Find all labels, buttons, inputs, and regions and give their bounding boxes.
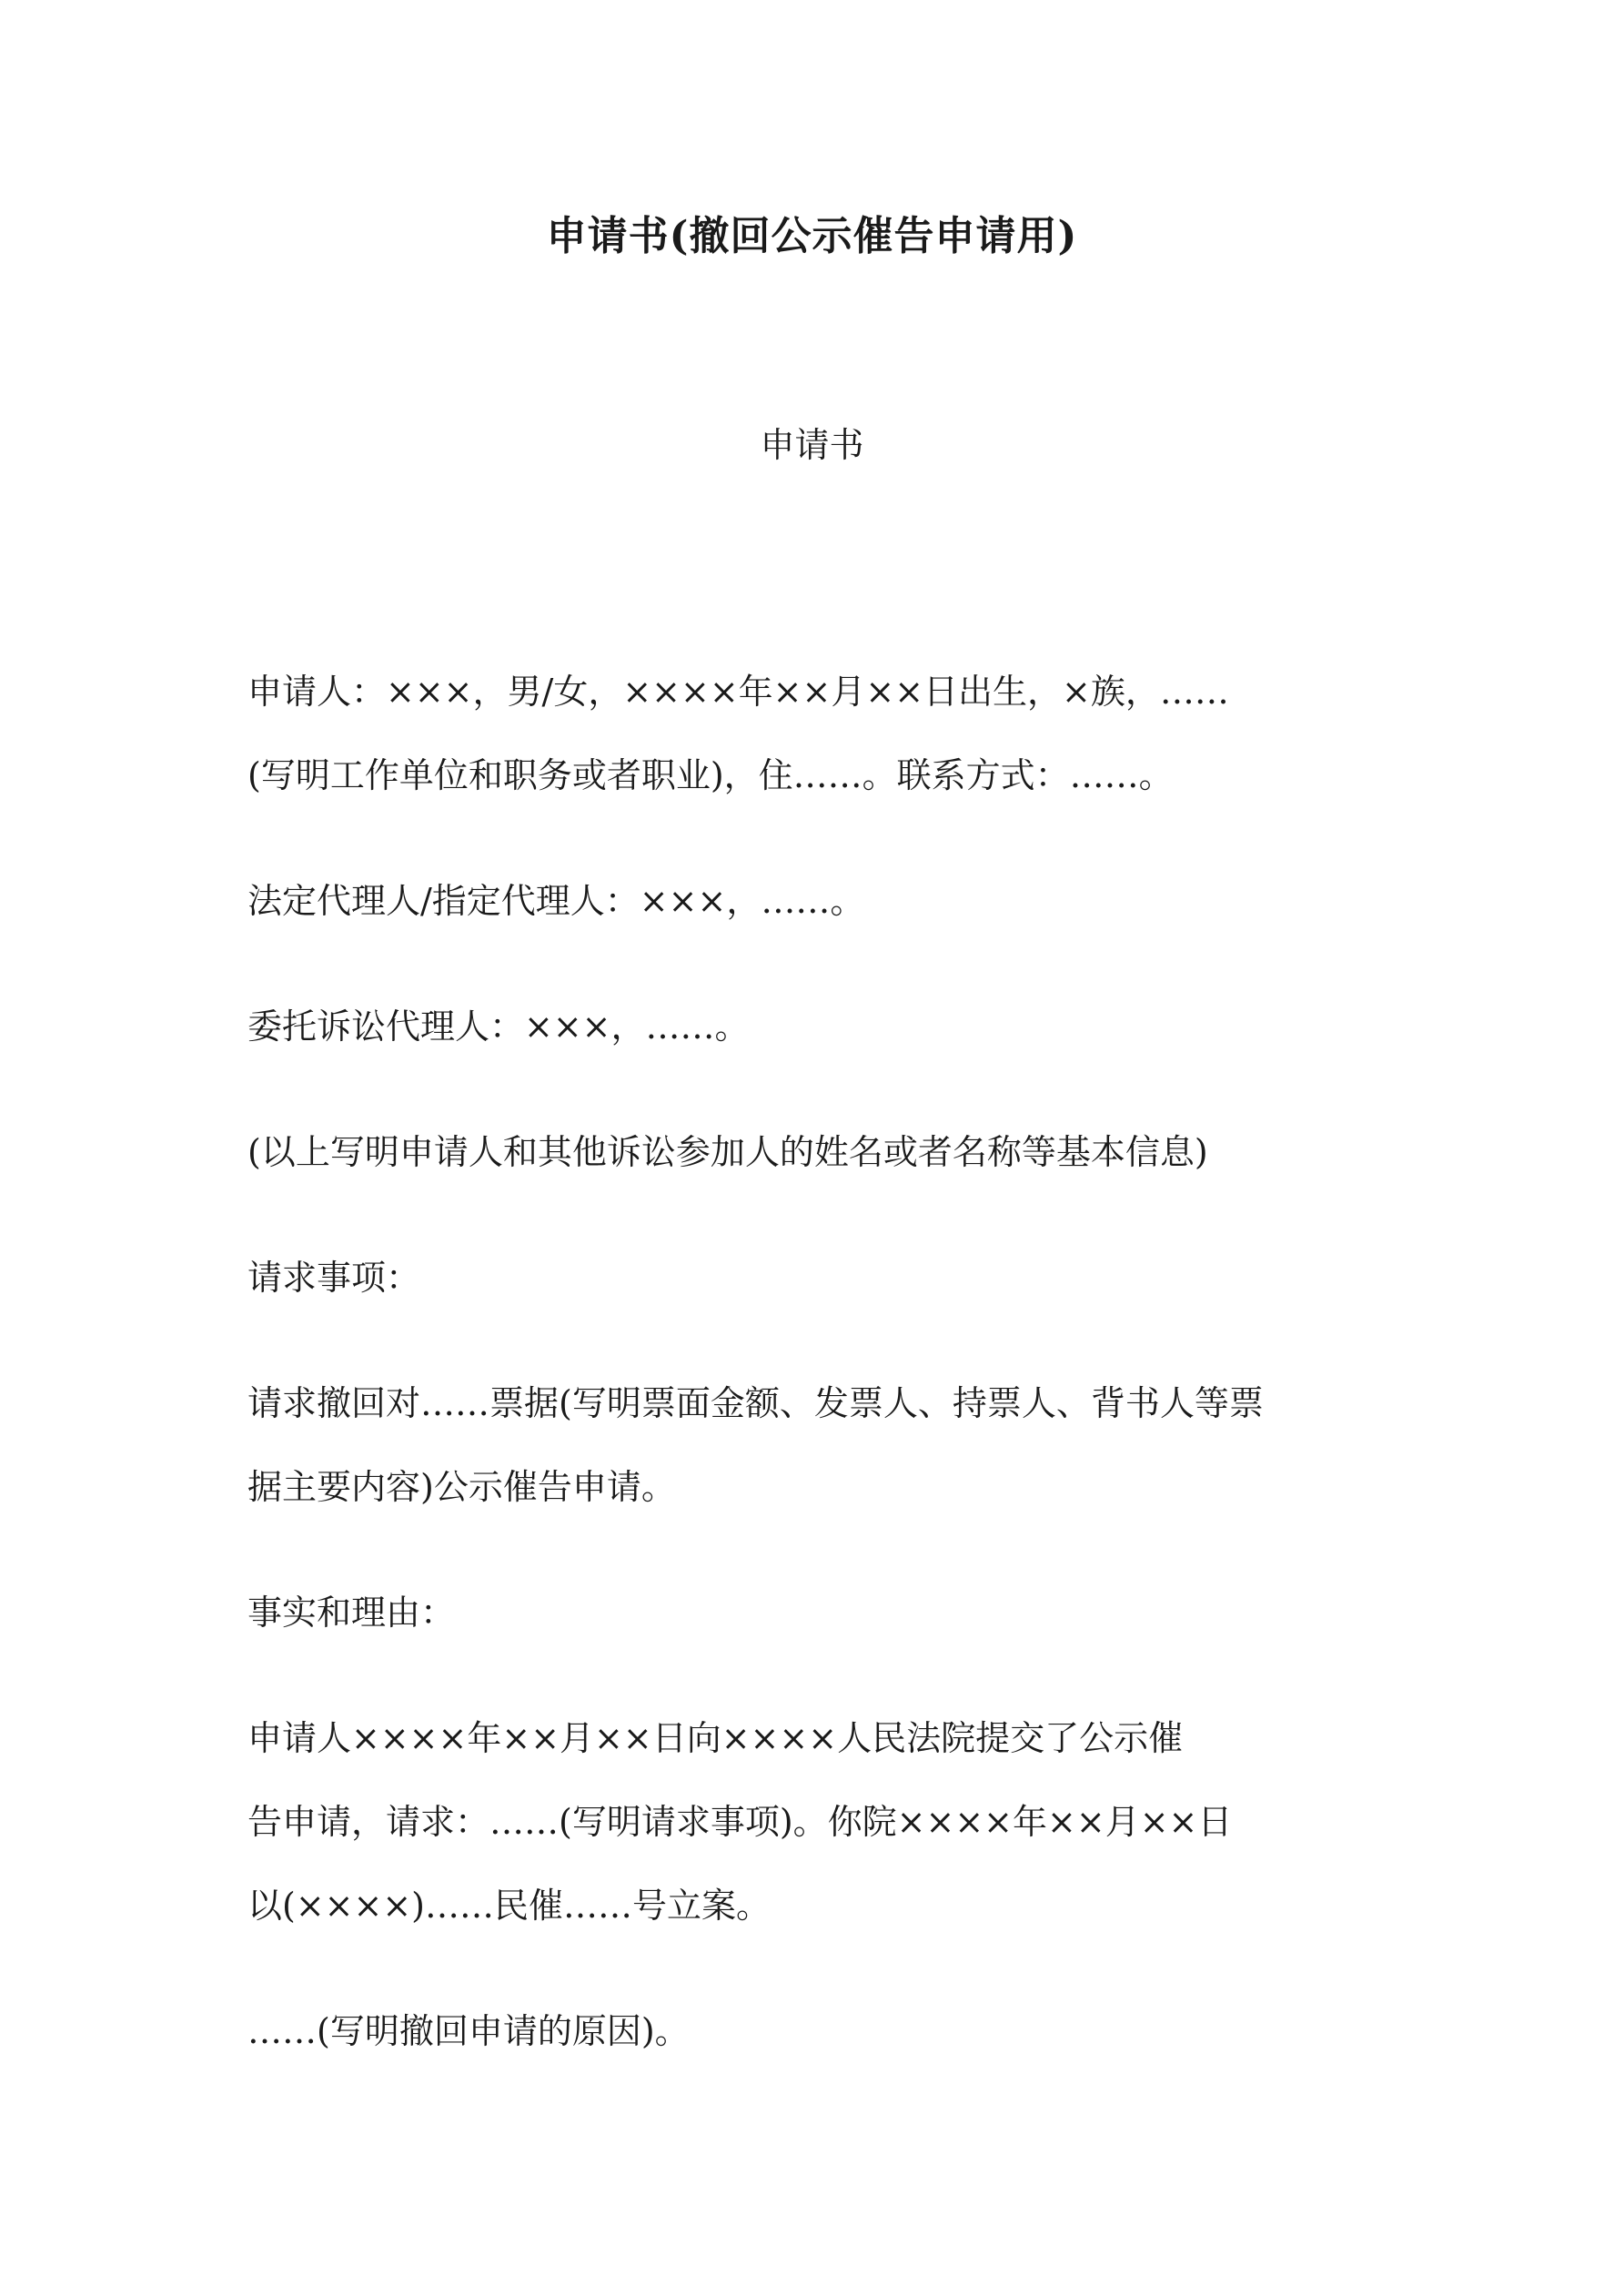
text-line: (写明工作单位和职务或者职业)，住……。联系方式：……。 [247, 755, 1174, 795]
text-line: 请求事项： [247, 1258, 421, 1298]
text-line: 请求撤回对……票据(写明票面金额、发票人、持票人、背书人等票 [247, 1383, 1264, 1423]
applicant-paragraph [247, 650, 1394, 817]
text-line: ……(写明撤回申请的原因)。 [247, 2011, 690, 2051]
claims-paragraph [247, 1361, 1394, 1529]
text-line: 据主要内容)公示催告申请。 [247, 1467, 676, 1507]
participants-note-paragraph [247, 1110, 1394, 1194]
text-line: 申请人××××年××月××日向××××人民法院提交了公示催 [247, 1718, 1184, 1758]
text-line: 委托诉讼代理人：×××，……。 [247, 1006, 750, 1047]
claims-heading [247, 1236, 1394, 1320]
text-line: 事实和理由： [247, 1593, 456, 1633]
text-line: (以上写明申请人和其他诉讼参加人的姓名或者名称等基本信息) [247, 1132, 1208, 1172]
text-line: 法定代理人/指定代理人：×××，……。 [247, 881, 865, 921]
document-subtitle: 申请书 [760, 425, 864, 465]
legal-agent-paragraph [247, 859, 1394, 943]
facts-heading [247, 1571, 1394, 1654]
litigation-agent-paragraph [247, 985, 1394, 1068]
document-title: 申请书(撤回公示催告申请用) [546, 213, 1078, 259]
text-line: 告申请，请求：……(写明请求事项)。你院××××年××月××日 [247, 1802, 1233, 1842]
facts-paragraph [247, 1696, 1394, 1947]
text-line: 申请人：×××，男/女，××××年××月××日出生，×族，…… [247, 672, 1229, 712]
reason-paragraph [247, 1989, 1394, 2073]
text-line: 以(××××)……民催……号立案。 [247, 1886, 772, 1926]
